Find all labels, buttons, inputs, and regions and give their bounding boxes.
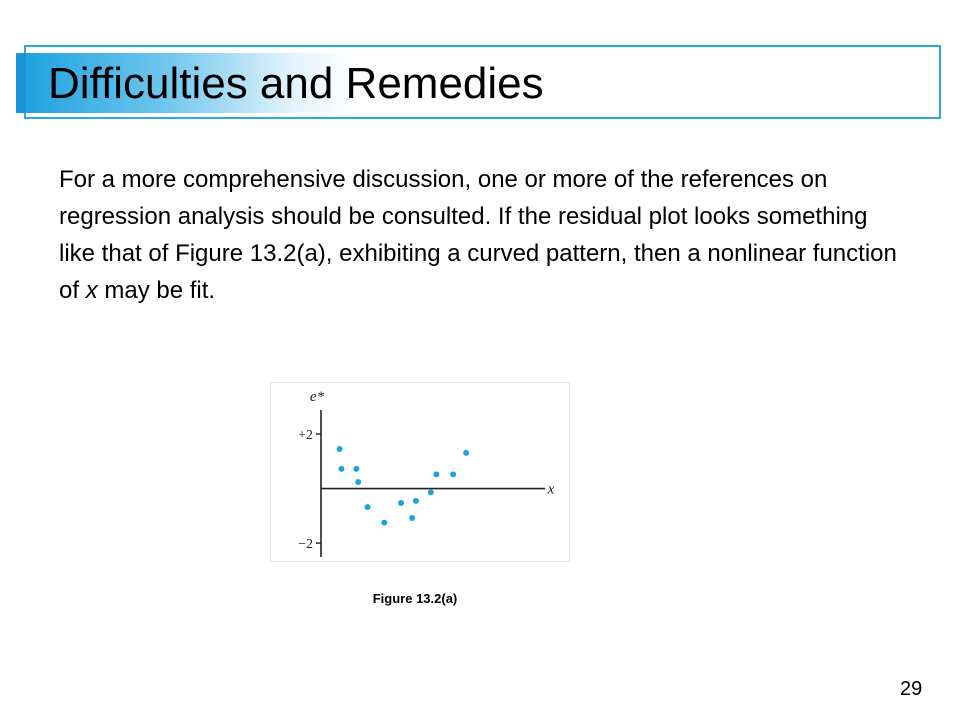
data-point — [337, 446, 343, 452]
x-axis-label: x — [547, 481, 555, 498]
data-point — [450, 471, 456, 477]
residual-plot — [270, 382, 570, 562]
data-point — [463, 450, 469, 456]
residual-plot-figure — [270, 382, 570, 562]
data-point — [428, 489, 434, 495]
data-point — [353, 466, 359, 472]
body-text-part-2: may be fit. — [97, 277, 216, 304]
data-point — [398, 500, 404, 506]
body-variable-x: x — [85, 277, 98, 304]
data-point — [365, 504, 371, 510]
y-tick-label: −2 — [298, 537, 313, 553]
data-point — [381, 520, 387, 526]
slide-title: Difficulties and Remedies — [48, 59, 544, 108]
body-paragraph — [59, 161, 909, 309]
data-point — [409, 515, 415, 521]
figure-caption: Figure 13.2(a) — [372, 591, 458, 606]
data-point — [433, 471, 439, 477]
title-accent-strip — [16, 53, 26, 113]
plot-frame — [271, 383, 570, 562]
y-tick-label: +2 — [298, 428, 313, 443]
y-axis-label: e* — [309, 389, 325, 405]
body-text-part-1: For a more comprehensive discussion, one or more of the references on regression analysis should be consulted. If the residual plot looks something like that of Figure 13.2(a), exhibiting a curved pattern, then a nonlinear function of — [59, 166, 897, 304]
data-point — [413, 498, 419, 504]
data-point — [338, 466, 344, 472]
data-point — [355, 479, 361, 485]
page-number: 29 — [900, 678, 923, 700]
